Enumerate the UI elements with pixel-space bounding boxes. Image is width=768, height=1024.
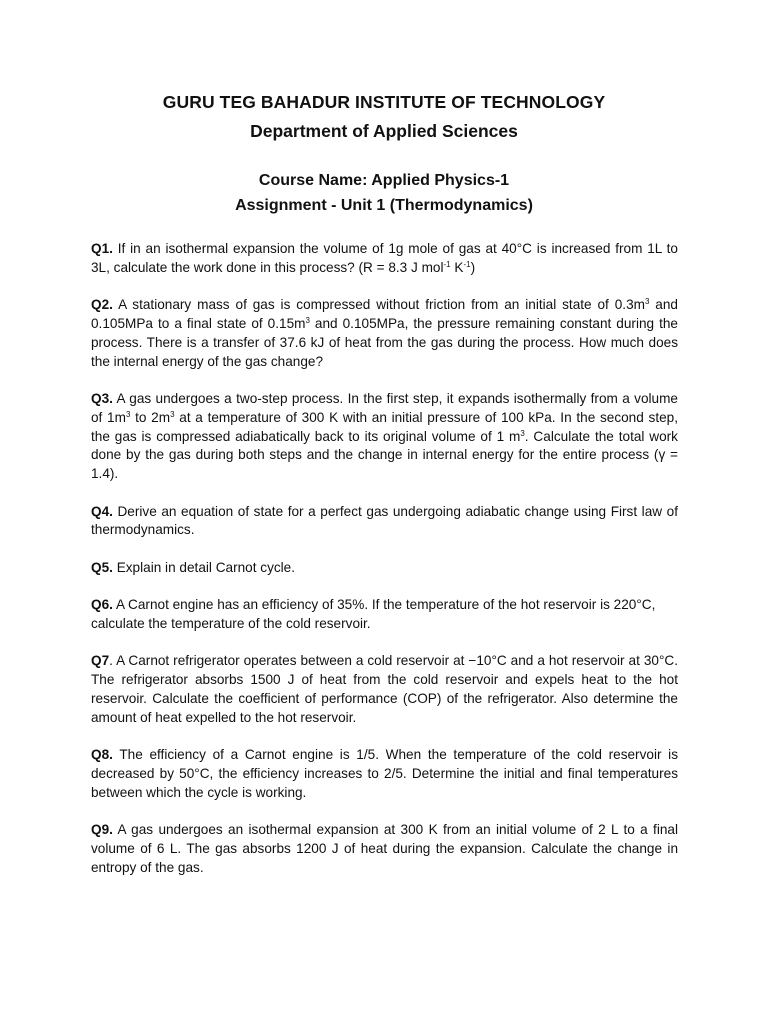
question-text: A stationary mass of gas is compressed without friction from an initial state of 0.3m	[112, 297, 645, 313]
question-text: Explain in detail Carnot cycle.	[112, 559, 296, 575]
question-9	[91, 821, 678, 877]
question-number: Q2.	[91, 297, 113, 313]
question-text: If in an isothermal expansion the volume of 1g mole of gas at 40°C is increased from 1L to 3L, calculate the work done in this process? (R = 8.3 J mol	[91, 241, 678, 275]
question-text: . Calculate the total work done by the gas during both steps and the change in internal energy for the entire process (γ = 1.4).	[91, 428, 678, 482]
institute-name: GURU TEG BAHADUR INSTITUTE OF TECHNOLOGY	[162, 92, 606, 112]
question-5	[91, 559, 678, 578]
course-name: Course Name: Applied Physics-1	[258, 172, 510, 189]
question-text: A Carnot engine has an efficiency of 35%. If the temperature of the hot reservoir is 220°C, calculate the temperature of the cold reservoir.	[91, 597, 656, 631]
question-number: Q7	[91, 653, 110, 669]
superscript: -1	[463, 259, 471, 269]
superscript: 3	[305, 315, 310, 325]
question-number: Q4.	[91, 503, 113, 519]
question-list	[91, 240, 678, 896]
question-text: K	[450, 259, 464, 275]
question-number: Q1.	[91, 241, 113, 256]
question-text: to 2m	[130, 409, 171, 425]
question-8	[91, 746, 678, 802]
question-2	[91, 296, 678, 371]
question-number: Q8.	[91, 747, 113, 763]
superscript: 3	[520, 428, 525, 438]
question-number: Q6.	[91, 597, 113, 613]
question-text: and 0.105MPa, the pressure remaining constant during the process. There is a transfer of 37.6 kJ of heat from the gas during the process. How much does the internal energy of the gas change?	[91, 315, 678, 369]
question-7	[91, 652, 678, 727]
question-6	[91, 596, 678, 634]
question-text: A gas undergoes an isothermal expansion at 300 K from an initial volume of 2 L to a final volume of 6 L. The gas absorbs 1200 J of heat during the expansion. Calculate the change in entropy of the gas.	[91, 822, 678, 875]
question-number: Q5.	[91, 559, 113, 575]
question-number: Q3.	[91, 390, 113, 406]
question-text: . A Carnot refrigerator operates between a cold reservoir at −10°C and a hot reservoir at 30°C. The refrigerator absorbs 1500 J of heat from the cold reservoir and expels heat to the hot reservoir. Calculate the coefficient of performance (COP) of the refrigerator. Also determine the amount of heat expelled to the hot reservoir.	[91, 653, 678, 725]
question-text: A gas undergoes a two-step process. In the first step, it expands isothermally from a volume of 1m	[91, 390, 678, 425]
question-text: Derive an equation of state for a perfect gas undergoing adiabatic change using First law of thermodynamics.	[91, 503, 678, 538]
question-text: )	[470, 259, 476, 275]
superscript: 3	[125, 409, 131, 419]
superscript: 3	[170, 409, 175, 419]
superscript: -1	[443, 259, 451, 269]
question-text: and 0.105MPa to a final state of 0.15m	[91, 297, 678, 331]
assignment-title: Assignment - Unit 1 (Thermodynamics)	[235, 197, 533, 214]
superscript: 3	[644, 297, 650, 307]
question-1	[91, 240, 678, 278]
question-4	[91, 503, 678, 541]
question-text: at a temperature of 300 K with an initial pressure of 100 kPa. In the second step, the gas is compressed adiabatically back to its original volume of 1 m	[91, 409, 678, 444]
question-number: Q9.	[91, 822, 113, 838]
question-3	[91, 390, 678, 484]
department-name: Department of Applied Sciences	[250, 121, 518, 141]
question-text: The efficiency of a Carnot engine is 1/5. When the temperature of the cold reservoir is decreased by 50°C, the efficiency increases to 2/5. Determine the initial and final temperatures between which the cycle is working.	[91, 747, 678, 800]
